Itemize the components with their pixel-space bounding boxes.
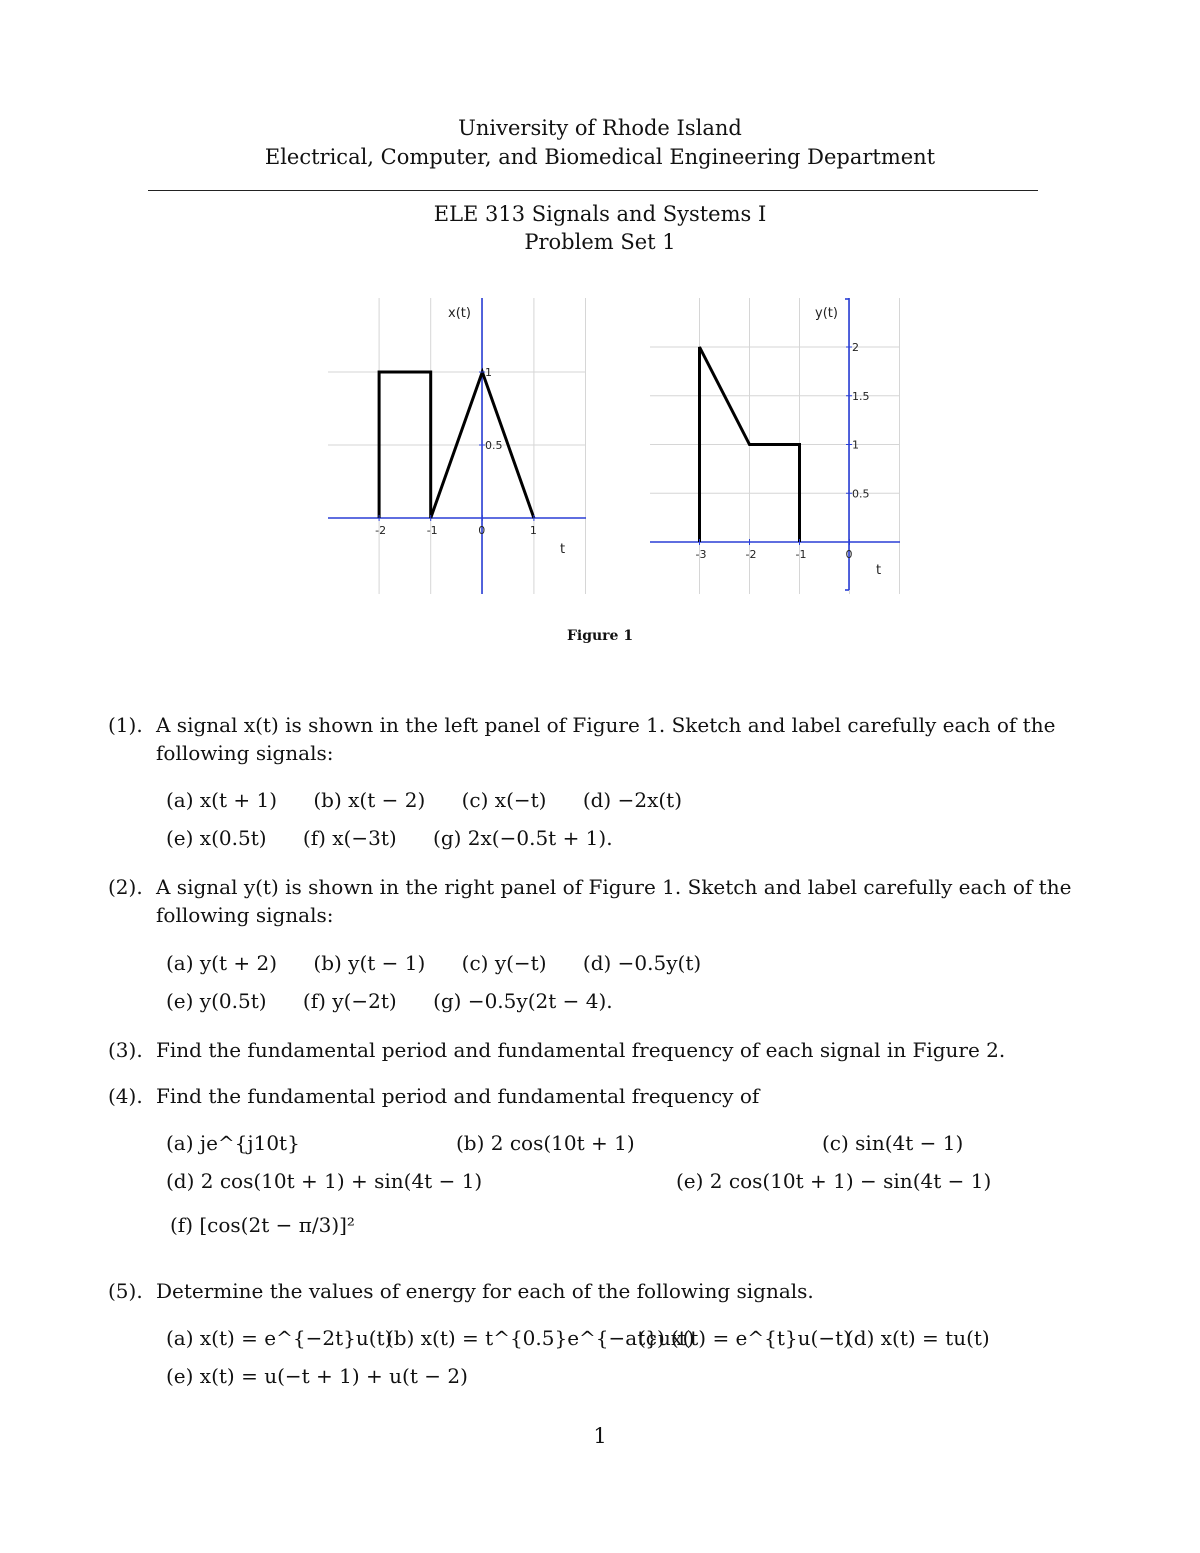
p1-item-g: (g) 2x(−0.5t + 1). [433, 826, 613, 850]
p4-item-e: (e) 2 cos(10t + 1) − sin(4t − 1) [676, 1169, 992, 1193]
p2-item-a: (a) y(t + 2) [166, 951, 278, 975]
problem-1-text: A signal x(t) is shown in the left panel of Figure 1. Sketch and label carefully each of the following signals: [156, 713, 1056, 765]
p2-item-b: (b) y(t − 1) [313, 951, 426, 975]
p1-item-e: (e) x(0.5t) [166, 826, 267, 850]
t-label-left: t [560, 542, 566, 557]
p4-item-a: (a) je^{j10t} [166, 1131, 300, 1155]
x-tick-label: -2 [745, 548, 757, 561]
y-of-t-label: y(t) [815, 306, 838, 321]
y-tick-label: 1.5 [852, 389, 870, 403]
problem-3 [108, 1036, 1093, 1064]
problem-3-text: Find the fundamental period and fundamental frequency of each signal in Figure 2. [156, 1038, 1006, 1062]
p2-item-f: (f) y(−2t) [302, 989, 397, 1013]
problem-5-number: (5). [108, 1279, 143, 1303]
x-of-t-label: x(t) [448, 306, 471, 321]
problem-4-number: (4). [108, 1084, 143, 1108]
p1-item-c: (c) x(−t) [461, 788, 547, 812]
figure-caption: Figure 1 [566, 628, 634, 644]
problem-1-items-row2 [166, 826, 643, 850]
plot-x-svg [328, 298, 586, 594]
problem-1-number: (1). [108, 713, 143, 737]
x-tick-label: -1 [426, 524, 438, 537]
problem-5-text: Determine the values of energy for each of the following signals. [156, 1279, 814, 1303]
p5-item-b: (b) x(t) = t^{0.5}e^{−at}u(t) [386, 1326, 695, 1350]
x-tick-label: 0 [845, 548, 853, 561]
p4-item-c: (c) sin(4t − 1) [822, 1131, 964, 1155]
problem-4-text: Find the fundamental period and fundamental frequency of [156, 1084, 760, 1108]
p2-item-e: (e) y(0.5t) [166, 989, 267, 1013]
p5-item-a: (a) x(t) = e^{−2t}u(t) [166, 1326, 393, 1350]
problem-1-items-row1 [166, 788, 712, 812]
p2-item-c: (c) y(−t) [461, 951, 547, 975]
p1-item-d: (d) −2x(t) [582, 788, 682, 812]
y-tick-label: 0.5 [485, 439, 503, 452]
problem-2-text: A signal y(t) is shown in the right panel of Figure 1. Sketch and label carefully each of the following signals: [156, 875, 1072, 927]
y-tick-label: 1 [852, 438, 859, 452]
y-tick-label: 2 [852, 341, 859, 354]
p4-item-b: (b) 2 cos(10t + 1) [456, 1131, 635, 1155]
problem-2-number: (2). [108, 875, 143, 899]
p2-item-d: (d) −0.5y(t) [582, 951, 702, 975]
header-rule [148, 190, 1038, 191]
x-tick-label: -2 [375, 524, 387, 537]
plot-y-svg [650, 298, 900, 594]
problem-2 [108, 873, 1093, 929]
department-title: Electrical, Computer, and Biomedical Engineering Department [264, 145, 936, 169]
x-tick-label: -3 [695, 548, 707, 561]
p5-item-d: (d) x(t) = tu(t) [846, 1326, 990, 1350]
y-tick-label: 0.5 [852, 487, 870, 501]
problem-1 [108, 711, 1093, 767]
x-tick-label: -1 [795, 548, 807, 561]
p5-item-e: (e) x(t) = u(−t + 1) + u(t − 2) [166, 1364, 468, 1388]
x-tick-label: 1 [529, 524, 537, 537]
p1-item-b: (b) x(t − 2) [313, 788, 426, 812]
p2-item-g: (g) −0.5y(2t − 4). [433, 989, 613, 1013]
p5-item-c: (c) x(t) = e^{t}u(−t) [638, 1326, 851, 1350]
p4-item-d: (d) 2 cos(10t + 1) + sin(4t − 1) [166, 1169, 483, 1193]
problem-3-number: (3). [108, 1038, 143, 1062]
problem-2-items-row2 [166, 989, 643, 1013]
problem-5 [108, 1277, 1093, 1305]
t-label-right: t [876, 563, 882, 578]
problem-2-items-row1 [166, 951, 731, 975]
university-title: University of Rhode Island [458, 116, 742, 140]
p4-item-f: (f) [cos(2t − π/3)]² [170, 1213, 355, 1237]
p1-item-a: (a) x(t + 1) [166, 788, 278, 812]
problem-set-title: Problem Set 1 [524, 230, 676, 254]
page-number: 1 [593, 1424, 607, 1448]
plot-x-of-t [328, 298, 586, 594]
p1-item-f: (f) x(−3t) [302, 826, 397, 850]
y-tick-label: 1 [485, 366, 492, 379]
course-title: ELE 313 Signals and Systems I [433, 202, 767, 226]
plot-y-of-t [650, 298, 900, 594]
problem-4 [108, 1082, 1093, 1110]
x-tick-label: 0 [478, 524, 486, 537]
